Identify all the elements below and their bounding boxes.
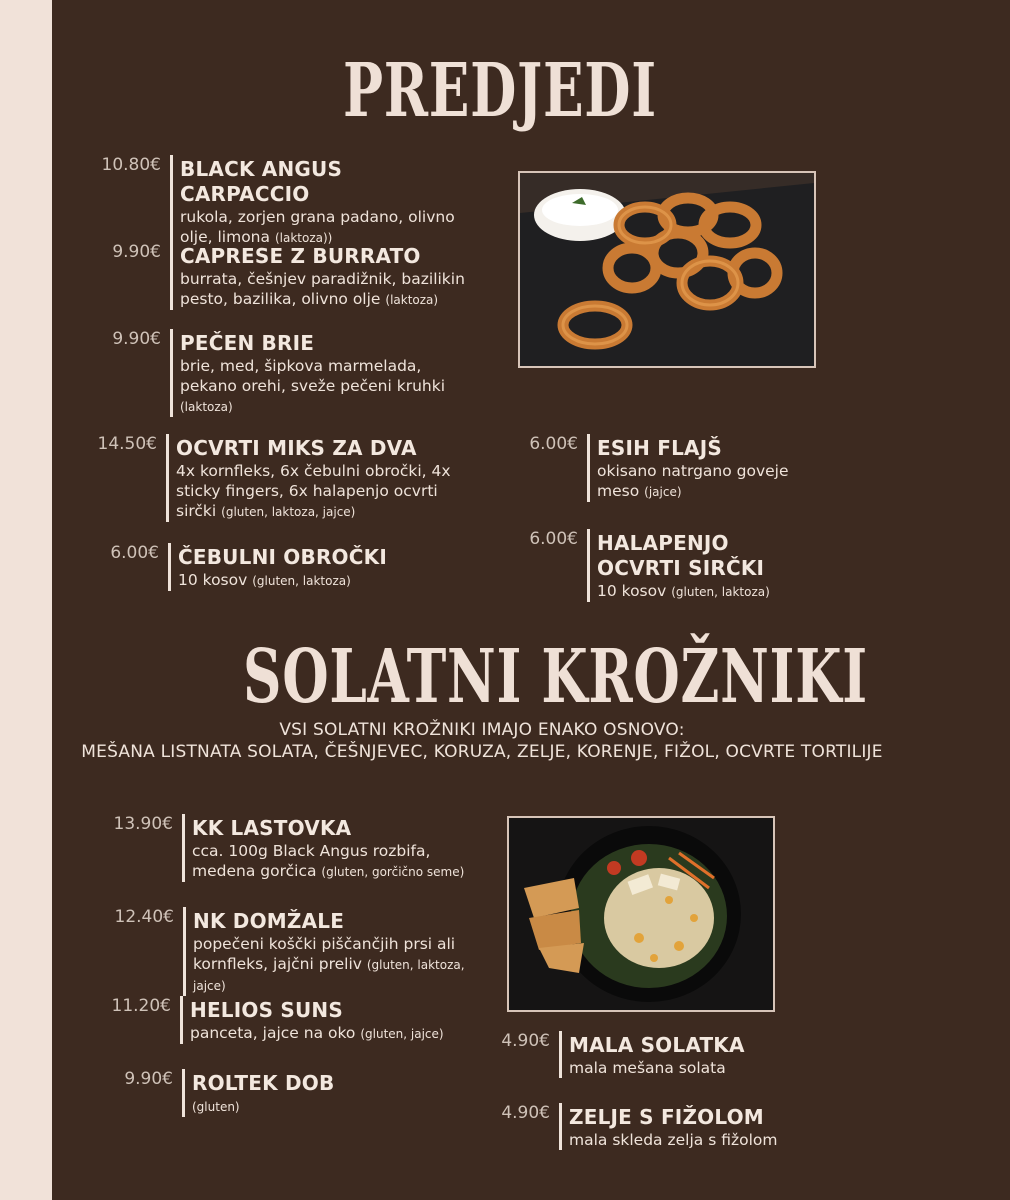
- item-name: OCVRTI MIKS ZA DVA: [176, 436, 417, 460]
- salad-base-intro-line2: MEŠANA LISTNATA SOLATA, ČEŠNJEVEC, KORUZA, ZELJE, KORENJE, FIŽOL, OCVRTE TORTILIJE: [81, 742, 883, 762]
- item-description: cca. 100g Black Angus rozbifa, medena gorčica: [192, 842, 431, 880]
- item-name: KK LASTOVKA: [192, 816, 352, 840]
- item-description: 4x kornfleks, 6x čebulni obročki, 4x sticky fingers, 6x halapenjo ocvrti sirčki: [176, 462, 451, 520]
- item-allergens: (laktoza): [385, 293, 439, 307]
- item-price: 9.90€: [112, 329, 161, 349]
- item-name: PEČEN BRIE: [180, 331, 315, 355]
- item-price: 6.00€: [529, 434, 578, 454]
- item-allergens: (gluten): [192, 1100, 240, 1114]
- item-price: 10.80€: [101, 155, 161, 175]
- menu-item-black-angus-carpaccio: [101, 155, 470, 248]
- menu-item-nk-domzale: [114, 907, 498, 996]
- menu-item-pecen-brie: [112, 329, 470, 417]
- left-margin-strip: [0, 0, 52, 1200]
- menu-item-esih-flajs: [529, 434, 817, 502]
- item-description: mala mešana solata: [569, 1059, 726, 1077]
- menu-item-helios-suns: [111, 996, 490, 1044]
- menu-item-halapenjo-ocvrti-sircki: [529, 529, 817, 602]
- item-price: 4.90€: [501, 1103, 550, 1123]
- item-allergens: (gluten, laktoza, jajce): [193, 958, 465, 993]
- item-allergens: (laktoza): [180, 400, 233, 414]
- item-price: 13.90€: [113, 814, 173, 834]
- salad-bowl-photo: [507, 816, 775, 1012]
- item-name: ČEBULNI OBROČKI: [178, 545, 387, 569]
- item-name: CAPRESE Z BURRATO: [180, 244, 421, 268]
- item-price: 6.00€: [110, 543, 159, 563]
- item-price: 11.20€: [111, 996, 171, 1016]
- item-description: rukola, zorjen grana padano, olivno olje, limona: [180, 208, 455, 246]
- menu-item-ocvrti-miks-za-dva: [97, 434, 466, 522]
- item-description: okisano natrgano goveje meso: [597, 462, 789, 500]
- section-title-predjedi: PREDJEDI: [343, 48, 657, 134]
- item-allergens: (laktoza)): [274, 231, 333, 245]
- item-allergens: (gluten, laktoza, jajce): [221, 505, 356, 519]
- onion-rings-photo: [518, 171, 816, 368]
- item-price: 6.00€: [529, 529, 578, 549]
- item-description: brie, med, šipkova marmelada, pekano orehi, sveže pečeni kruhki: [180, 357, 445, 395]
- item-allergens: (gluten, jajce): [360, 1027, 444, 1041]
- salad-bowl-illustration: [509, 818, 773, 1010]
- item-allergens: (gluten, laktoza): [252, 574, 351, 588]
- item-description: 10 kosov: [178, 571, 248, 589]
- menu-item-cebulni-obrocki: [110, 543, 468, 591]
- item-price: 4.90€: [501, 1031, 550, 1051]
- onion-rings-illustration: [520, 173, 814, 366]
- item-description: burrata, češnjev paradižnik, bazilikin pesto, bazilika, olivno olje: [180, 270, 465, 308]
- menu-item-mala-solatka: [501, 1031, 799, 1078]
- item-price: 12.40€: [114, 907, 174, 927]
- item-price: 14.50€: [97, 434, 157, 454]
- item-allergens: (jajce): [644, 485, 682, 499]
- item-allergens: (gluten, gorčično seme): [321, 865, 465, 879]
- item-description: 10 kosov: [597, 582, 667, 600]
- item-price: 9.90€: [112, 242, 161, 262]
- item-name: NK DOMŽALE: [193, 909, 345, 933]
- item-price: 9.90€: [124, 1069, 173, 1089]
- item-name: BLACK ANGUS CARPACCIO: [180, 157, 343, 206]
- menu-item-caprese-z-burrato: [112, 242, 470, 310]
- menu-item-roltek-dob: [124, 1069, 482, 1117]
- item-name: ROLTEK DOB: [192, 1071, 335, 1095]
- item-name: ZELJE S FIŽOLOM: [569, 1105, 764, 1129]
- item-description: panceta, jajce na oko: [190, 1024, 356, 1042]
- menu-item-zelje-s-fizolom: [501, 1103, 819, 1150]
- salad-base-intro-line1: VSI SOLATNI KROŽNIKI IMAJO ENAKO OSNOVO:: [279, 720, 685, 740]
- item-description: popečeni koščki piščančjih prsi ali kornfleks, jajčni preliv: [193, 935, 456, 973]
- item-allergens: (gluten, laktoza): [671, 585, 770, 599]
- section-title-solatni-kroozniki: SOLATNI KROŽNIKI: [243, 634, 868, 720]
- item-description: mala skleda zelja s fižolom: [569, 1131, 778, 1149]
- item-name: HALAPENJO OCVRTI SIRČKI: [597, 531, 765, 580]
- item-name: ESIH FLAJŠ: [597, 436, 722, 460]
- menu-item-kk-lastovka: [113, 814, 492, 882]
- item-name: HELIOS SUNS: [190, 998, 343, 1022]
- item-name: MALA SOLATKA: [569, 1033, 745, 1057]
